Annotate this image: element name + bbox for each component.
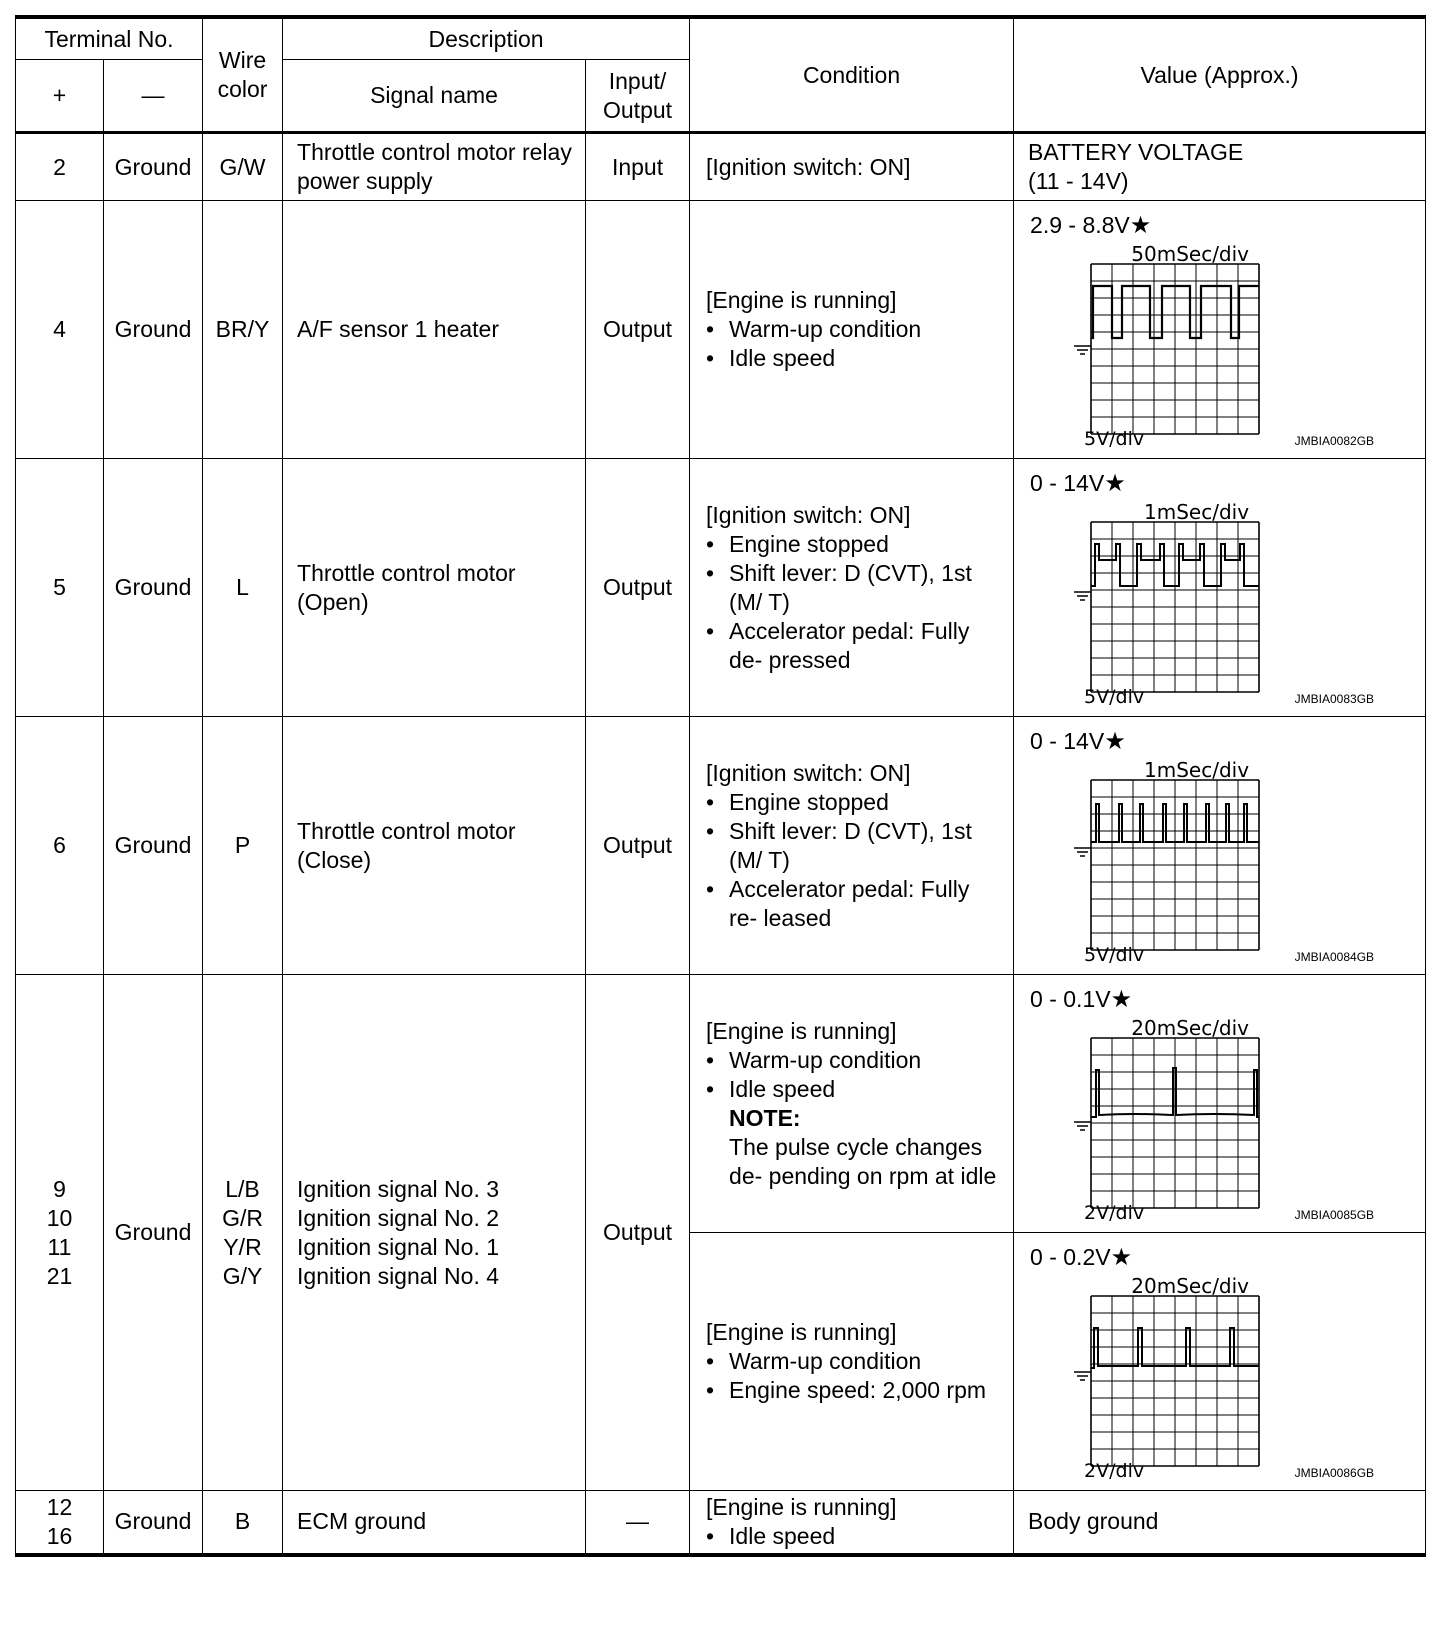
- table-row: [16, 1491, 1426, 1555]
- condition-bullet: • Warm-up condition: [706, 315, 1003, 344]
- value-cell: [1014, 717, 1426, 975]
- waveform-trace: [1091, 1068, 1259, 1117]
- value-line: (11 - 14V): [1028, 168, 1129, 194]
- value-cell: [1014, 975, 1426, 1233]
- signal-cell: Throttle control motor (Open): [283, 459, 586, 717]
- wire-cell: L: [203, 459, 283, 717]
- condition-head: [Ignition switch: ON]: [706, 153, 911, 180]
- io-cell: Output: [586, 975, 690, 1491]
- condition-bullet: • Idle speed: [706, 1522, 1003, 1551]
- wire-color-header: Wire color: [203, 17, 283, 133]
- minus-header: —: [104, 60, 203, 133]
- time-scale-label: 20mSec/div: [1131, 1016, 1250, 1040]
- signal-cell: Throttle control motor relay power supply: [283, 133, 586, 201]
- ground-icon: [1074, 1122, 1091, 1130]
- grid: [1091, 1038, 1259, 1208]
- input-output-header: Input/ Output: [586, 60, 690, 133]
- waveform-graph: [1024, 756, 1364, 966]
- value-line: BATTERY VOLTAGE: [1028, 139, 1244, 165]
- terminal-number: 11: [47, 1233, 72, 1260]
- value-range: 0 - 0.1V: [1030, 986, 1111, 1012]
- voltage-scale-label: 2V/div: [1084, 1202, 1145, 1224]
- note-block: [706, 1104, 1003, 1191]
- value-cell: [1014, 201, 1426, 459]
- voltage-scale-label: 5V/div: [1084, 428, 1145, 450]
- wire-color: Y/R: [223, 1233, 262, 1260]
- condition-bullet: • Shift lever: D (CVT), 1st (M/ T): [706, 559, 1003, 617]
- table-row: [16, 975, 1426, 1233]
- ground-cell: Ground: [104, 459, 203, 717]
- time-scale-label: 20mSec/div: [1131, 1274, 1250, 1298]
- terminal-number: 9: [53, 1175, 66, 1202]
- figure-id: JMBIA0083GB: [1294, 692, 1375, 706]
- star-icon: ★: [1104, 728, 1126, 755]
- terminal-cell: [16, 1491, 104, 1555]
- terminal-number: 16: [46, 1522, 73, 1549]
- signal-name: Ignition signal No. 4: [297, 1262, 500, 1289]
- plus-header: +: [16, 60, 104, 133]
- value-cell: [1014, 133, 1426, 201]
- table-row: [16, 459, 1426, 717]
- io-cell: Input: [586, 133, 690, 201]
- ground-icon: [1074, 848, 1091, 856]
- value-cell: Body ground: [1014, 1491, 1426, 1555]
- note-label: NOTE:: [729, 1104, 801, 1131]
- ground-cell: Ground: [104, 1491, 203, 1555]
- terminal-cell: 6: [16, 717, 104, 975]
- table-row: [16, 717, 1426, 975]
- star-icon: ★: [1110, 1244, 1133, 1271]
- ground-cell: Ground: [104, 133, 203, 201]
- condition-cell: [690, 975, 1014, 1233]
- oscilloscope-waveform: [1024, 1014, 1375, 1224]
- wire-cell: G/W: [203, 133, 283, 201]
- voltage-scale-label: 5V/div: [1084, 944, 1145, 966]
- terminal-no-header: Terminal No.: [16, 17, 203, 60]
- oscilloscope-waveform: [1024, 756, 1375, 966]
- condition-cell: [690, 459, 1014, 717]
- condition-bullet: • Idle speed: [706, 344, 1003, 373]
- figure-id: JMBIA0082GB: [1294, 434, 1375, 448]
- value-cell: [1014, 1233, 1426, 1491]
- description-header: Description: [283, 17, 690, 60]
- condition-bullet: • Accelerator pedal: Fully de- pressed: [706, 617, 1003, 675]
- voltage-scale-label: 5V/div: [1084, 686, 1145, 708]
- ground-icon: [1074, 592, 1091, 600]
- condition-bullet: • Warm-up condition: [706, 1046, 1003, 1075]
- condition-bullet: • Shift lever: D (CVT), 1st (M/ T): [706, 817, 1003, 875]
- star-icon: ★: [1129, 212, 1152, 239]
- terminal-cell: [16, 975, 104, 1491]
- time-scale-label: 50mSec/div: [1131, 242, 1250, 266]
- signal-cell: [283, 975, 586, 1491]
- condition-head: [Engine is running]: [706, 1319, 897, 1345]
- waveform-graph: [1024, 240, 1364, 450]
- signal-name: Ignition signal No. 3: [297, 1175, 500, 1202]
- condition-header: Condition: [690, 17, 1014, 133]
- condition-head: [Engine is running]: [706, 1017, 897, 1044]
- condition-cell: [690, 1491, 1014, 1555]
- condition-cell: [690, 1233, 1014, 1491]
- condition-bullet: • Engine stopped: [706, 530, 1003, 559]
- figure-id: JMBIA0085GB: [1294, 1208, 1375, 1222]
- terminal-cell: 4: [16, 201, 104, 459]
- io-cell: Output: [586, 717, 690, 975]
- value-range: 2.9 - 8.8V: [1030, 212, 1130, 238]
- table-row: [16, 201, 1426, 459]
- ground-cell: Ground: [104, 201, 203, 459]
- voltage-scale-label: 2V/div: [1084, 1460, 1145, 1482]
- grid: [1091, 1296, 1259, 1466]
- condition-head: [Ignition switch: ON]: [706, 759, 911, 786]
- wire-color: G/R: [222, 1204, 263, 1231]
- star-icon: ★: [1110, 986, 1133, 1013]
- io-cell: —: [586, 1491, 690, 1555]
- signal-cell: ECM ground: [283, 1491, 586, 1555]
- table-row: [16, 133, 1426, 201]
- signal-cell: Throttle control motor (Close): [283, 717, 586, 975]
- wire-cell: P: [203, 717, 283, 975]
- value-range: 0 - 14V: [1030, 728, 1105, 754]
- signal-name: Ignition signal No. 2: [297, 1204, 500, 1231]
- value-range: 0 - 0.2V: [1030, 1244, 1111, 1270]
- terminal-number: 10: [46, 1204, 73, 1231]
- ground-cell: Ground: [104, 975, 203, 1491]
- figure-id: JMBIA0084GB: [1294, 950, 1375, 964]
- ground-cell: Ground: [104, 717, 203, 975]
- signal-cell: A/F sensor 1 heater: [283, 201, 586, 459]
- wire-cell: [203, 975, 283, 1491]
- ground-icon: [1074, 346, 1091, 354]
- time-scale-label: 1mSec/div: [1144, 500, 1250, 524]
- waveform-graph: [1024, 498, 1364, 708]
- io-cell: Output: [586, 459, 690, 717]
- ground-icon: [1074, 1372, 1091, 1380]
- terminal-cell: 5: [16, 459, 104, 717]
- note-text: The pulse cycle changes de- pending on rpm at idle: [729, 1133, 997, 1189]
- wire-color: L/B: [225, 1175, 260, 1202]
- condition-head: [Engine is running]: [706, 287, 897, 313]
- oscilloscope-waveform: [1024, 498, 1375, 708]
- condition-head: [Engine is running]: [706, 1493, 897, 1520]
- condition-bullet: • Engine speed: 2,000 rpm: [706, 1376, 1003, 1405]
- waveform-graph: [1024, 1272, 1364, 1482]
- waveform-graph: [1024, 1014, 1364, 1224]
- condition-cell: [690, 717, 1014, 975]
- condition-head: [Ignition switch: ON]: [706, 501, 911, 528]
- terminal-cell: 2: [16, 133, 104, 201]
- condition-cell: [690, 133, 1014, 201]
- wire-color: G/Y: [222, 1262, 263, 1289]
- terminal-number: 12: [46, 1493, 73, 1520]
- value-header: Value (Approx.): [1014, 17, 1426, 133]
- signal-name: Ignition signal No. 1: [297, 1233, 500, 1260]
- value-range: 0 - 14V: [1030, 470, 1105, 496]
- grid: [1091, 264, 1259, 434]
- terminal-number: 21: [46, 1262, 73, 1289]
- condition-bullet: • Warm-up condition: [706, 1347, 1003, 1376]
- condition-bullet: • Idle speed: [706, 1075, 1003, 1104]
- grid: [1091, 780, 1259, 950]
- condition-bullet: • Accelerator pedal: Fully re- leased: [706, 875, 1003, 933]
- oscilloscope-waveform: [1024, 240, 1375, 450]
- oscilloscope-waveform: [1024, 1272, 1375, 1482]
- wire-cell: B: [203, 1491, 283, 1555]
- condition-cell: [690, 201, 1014, 459]
- figure-id: JMBIA0086GB: [1294, 1466, 1375, 1480]
- condition-bullet: • Engine stopped: [706, 788, 1003, 817]
- wire-cell: BR/Y: [203, 201, 283, 459]
- time-scale-label: 1mSec/div: [1144, 758, 1250, 782]
- value-cell: [1014, 459, 1426, 717]
- ecm-terminal-table: [15, 15, 1426, 1557]
- signal-name-header: Signal name: [283, 60, 586, 133]
- star-icon: ★: [1104, 470, 1126, 497]
- io-cell: Output: [586, 201, 690, 459]
